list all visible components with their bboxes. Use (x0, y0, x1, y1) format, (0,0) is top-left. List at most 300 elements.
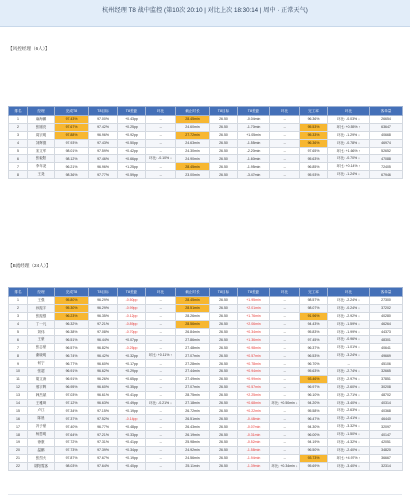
table-cell: -1.55min (238, 139, 270, 147)
table-cell: 王尧 (28, 171, 55, 179)
table-cell: → (270, 383, 300, 391)
table-cell: 26.50 (210, 423, 238, 431)
table-cell: +0.40pp (118, 462, 146, 470)
table-cell: 26.50 (210, 352, 238, 360)
table-cell: → (270, 304, 300, 312)
table-cell: 96.85% (300, 163, 328, 171)
table-cell: 96.70% (300, 360, 328, 368)
table-cell: 7 (9, 163, 28, 171)
table-cell: 1 (9, 297, 28, 305)
table-row[interactable] (9, 415, 403, 423)
table-cell: → (270, 328, 300, 336)
table-cell: 26.84min (176, 328, 210, 336)
table-cell: 环比: +4.97% ↑ (328, 454, 370, 462)
column-header[interactable]: 环比 (328, 288, 370, 297)
table-cell: → (146, 423, 176, 431)
table-cell: → (146, 336, 176, 344)
table-cell: 26.50 (210, 171, 238, 179)
table-cell: +0.92pp (118, 131, 146, 139)
table-cell: 97.12% (55, 399, 89, 407)
table-cell: 98.36% (55, 171, 89, 179)
table-cell: 30208 (370, 383, 403, 391)
table-cell: -0.89pp (118, 320, 146, 328)
column-header[interactable]: 客单量 (370, 107, 403, 116)
table-cell: 27.86min (176, 336, 210, 344)
table-cell: 95.33% (300, 131, 328, 139)
table-cell: 98.07% (300, 304, 328, 312)
column-header[interactable]: 经理 (28, 288, 55, 297)
table-cell: → (146, 383, 176, 391)
table-cell: 26.72min (176, 407, 210, 415)
table-cell: 96.51% (55, 336, 89, 344)
table-cell: → (270, 123, 300, 131)
table-cell: 张振强 (28, 312, 55, 320)
table-cell: 麻海鹏 (28, 116, 55, 124)
table-cell: → (146, 431, 176, 439)
table-cell: 95.30% (55, 304, 89, 312)
table-cell: 11 (9, 375, 28, 383)
table-cell: 22 (9, 462, 28, 470)
table-cell: 环比: +0.11% ↑ (146, 352, 176, 360)
table-cell: 环比: -2.92% ↓ (328, 312, 370, 320)
table-cell: -1.60min (238, 155, 270, 163)
table-cell: 杨思明 (28, 431, 55, 439)
table-cell: 26.43min (176, 423, 210, 431)
table-cell: 95.63% (300, 155, 328, 163)
table-cell: 96.61% (89, 391, 118, 399)
column-header[interactable]: 完工率 (300, 107, 328, 116)
table-cell: 环比: +0.34min ↓ (270, 462, 300, 470)
table-cell: 26.50 (210, 360, 238, 368)
table-cell: 97.40% (55, 423, 89, 431)
table-cell: 27.07min (176, 352, 210, 360)
table-header-row (9, 107, 403, 116)
table-row[interactable] (9, 399, 403, 407)
table-row[interactable] (9, 375, 403, 383)
table-cell: → (146, 163, 176, 171)
column-header[interactable]: 截止时长 (176, 107, 210, 116)
table-header-row (9, 288, 403, 297)
table-cell: +0.43pp (118, 116, 146, 124)
column-header[interactable]: T8差距 (238, 107, 270, 116)
column-header[interactable]: 环比 (328, 107, 370, 116)
table-cell: → (270, 336, 300, 344)
table-cell: 97.03% (55, 391, 89, 399)
table-cell: 何宁 (28, 360, 55, 368)
table-cell: 97.64% (89, 462, 118, 470)
table-cell: 环比: +0.14% ↑ (328, 163, 370, 171)
table-cell: +0.49pp (118, 399, 146, 407)
table-cell: 28.45min (176, 116, 210, 124)
table-cell: 96.57% (55, 344, 89, 352)
table-cell: 3 (9, 312, 28, 320)
table-cell: → (146, 320, 176, 328)
table-cell: 40641 (370, 344, 403, 352)
table-cell: 96.60% (89, 383, 118, 391)
table-cell: +0.65pp (118, 375, 146, 383)
column-header[interactable]: 完成T8 (55, 288, 89, 297)
table-cell: 环比: -2.41% ↓ (328, 415, 370, 423)
table-cell: 98.57% (300, 297, 328, 305)
table-cell: 32665 (370, 368, 403, 376)
column-header[interactable]: T8目标 (89, 288, 118, 297)
column-header[interactable]: T8目标 (210, 107, 238, 116)
table-row[interactable] (9, 171, 403, 179)
table-cell: 63647 (370, 123, 403, 131)
column-header[interactable]: 客单量 (370, 288, 403, 297)
table-cell: 环比: +1.66% ↑ (328, 147, 370, 155)
table-cell: 2 (9, 304, 28, 312)
table-row[interactable] (9, 344, 403, 352)
table-cell: 94.20% (300, 399, 328, 407)
table-cell: 16 (9, 415, 28, 423)
table-cell: 95.53% (300, 123, 328, 131)
table-cell: 97.34% (55, 407, 89, 415)
table-row[interactable] (9, 320, 403, 328)
table-cell: 环比: -0.78% ↓ (328, 139, 370, 147)
table-cell: 40368 (370, 407, 403, 415)
table-cell: 96.10% (300, 391, 328, 399)
table-cell: -0.52min (238, 439, 270, 447)
table-cell: 26.50 (210, 439, 238, 447)
column-header[interactable]: T8目标 (89, 107, 118, 116)
table-cell: 环比: +0.55% ↑ (328, 123, 370, 131)
table-cell: -1.70min (238, 123, 270, 131)
table-cell: 96.74% (55, 352, 89, 360)
table-cell: → (146, 312, 176, 320)
table-cell: -1.95min (238, 163, 270, 171)
table-cell: 20 (9, 446, 28, 454)
table-cell: +0.07pp (118, 336, 146, 344)
table-cell: 环比: -2.97% ↓ (328, 375, 370, 383)
table-cell: 49669 (370, 352, 403, 360)
table-cell: +2.06min (238, 320, 270, 328)
table-cell: 韩杰斌 (28, 391, 55, 399)
table-cell: 12 (9, 383, 28, 391)
table-cell: 26.51min (176, 415, 210, 423)
table-row[interactable] (9, 383, 403, 391)
table-cell: -1.94min (238, 454, 270, 462)
table-cell: 97.67% (55, 123, 89, 131)
table-cell: 宋文军 (28, 147, 55, 155)
column-header[interactable]: T8目标 (210, 288, 238, 297)
column-header[interactable]: 排名 (9, 288, 28, 297)
table-cell: +0.48pp (118, 423, 146, 431)
table-cell: 97.88% (55, 131, 89, 139)
table-cell: 5 (9, 147, 28, 155)
table-cell: → (146, 297, 176, 305)
table-cell: 36667 (370, 454, 403, 462)
table-cell: 27.07min (176, 383, 210, 391)
column-header[interactable]: 环比 (270, 107, 300, 116)
table-cell: -0.70pp (118, 328, 146, 336)
bflow-manager-table (8, 287, 403, 471)
table-cell: 环比: -1.01% ↓ (328, 344, 370, 352)
table-cell: 28.75min (176, 391, 210, 399)
column-header[interactable]: 环比 (146, 288, 176, 297)
table-cell: 26.50 (210, 336, 238, 344)
table-row[interactable] (9, 446, 403, 454)
table-cell: 27.28min (176, 360, 210, 368)
table-cell: 26.50 (210, 375, 238, 383)
table-cell: → (146, 439, 176, 447)
table-cell: 19 (9, 439, 28, 447)
table-cell: 97.46% (89, 155, 118, 163)
table-cell: 95.83% (300, 328, 328, 336)
table-cell: 46264 (370, 320, 403, 328)
table-cell: +0.66pp (118, 155, 146, 163)
table-cell: 97.15% (89, 407, 118, 415)
table-cell: 环比: -0.96% ↓ (328, 336, 370, 344)
table-cell: 40147 (370, 431, 403, 439)
table-cell: 王雅琦 (28, 399, 55, 407)
table-cell: +0.22min (238, 407, 270, 415)
table-cell: 24.56min (176, 454, 210, 462)
table-cell: 24.30min (176, 147, 210, 155)
table-row[interactable] (9, 439, 403, 447)
table-cell: 96.95% (55, 383, 89, 391)
table-cell: 26.50 (210, 163, 238, 171)
section-label-risk: 【风控经理（6人）】 (8, 46, 50, 51)
table-cell: 97.67% (89, 454, 118, 462)
table-cell: 环比: -1.59% ↓ (328, 320, 370, 328)
table-cell: 张志豪 (28, 344, 55, 352)
table-cell: 26.50 (210, 155, 238, 163)
table-cell: 8 (9, 352, 28, 360)
table-row[interactable] (9, 131, 403, 139)
table-cell: +0.34pp (118, 446, 146, 454)
table-row[interactable] (9, 360, 403, 368)
table-cell: 孙振宇 (28, 304, 55, 312)
table-cell: 95.63% (300, 368, 328, 376)
table-cell: → (270, 407, 300, 415)
table-cell: 环比: -2.24% ↓ (328, 297, 370, 305)
column-header[interactable]: 完工率 (300, 288, 328, 297)
table-cell: 环比: -2.40% ↓ (328, 446, 370, 454)
table-cell: 邢宇辉 (28, 383, 55, 391)
table-cell: 97.45% (300, 336, 328, 344)
table-cell: 96.77% (89, 423, 118, 431)
table-cell: -0.14pp (118, 415, 146, 423)
table-row[interactable] (9, 454, 403, 462)
table-cell: +0.17pp (118, 360, 146, 368)
table-row[interactable] (9, 368, 403, 376)
table-cell: 26654 (370, 116, 403, 124)
table-cell: 环比: -2.74% ↓ (328, 368, 370, 376)
table-cell: 6 (9, 155, 28, 163)
table-cell: 96.32% (55, 320, 89, 328)
table-row[interactable] (9, 297, 403, 305)
table-cell: 96.91% (55, 368, 89, 376)
table-row[interactable] (9, 312, 403, 320)
table-row[interactable] (9, 352, 403, 360)
table-cell: 环比: -0.21% ↓ (146, 399, 176, 407)
table-cell: 24.60min (176, 123, 210, 131)
table-cell: 26.19min (176, 431, 210, 439)
table-row[interactable] (9, 155, 403, 163)
table-cell: -2.20min (238, 147, 270, 155)
table-cell: → (270, 344, 300, 352)
table-cell: +0.33pp (118, 431, 146, 439)
column-header[interactable]: 完成T8 (55, 107, 89, 116)
table-cell: 97.08% (89, 328, 118, 336)
table-row[interactable] (9, 462, 403, 470)
table-cell: → (146, 462, 176, 470)
table-cell: 91.96% (300, 312, 328, 320)
table-cell: 37202 (370, 304, 403, 312)
table-row[interactable] (9, 336, 403, 344)
table-cell: 96.42% (89, 352, 118, 360)
table-cell: 25.98min (176, 439, 210, 447)
table-cell: → (146, 360, 176, 368)
table-cell: -0.07min (238, 423, 270, 431)
table-row[interactable] (9, 147, 403, 155)
table-cell: 环比: -0.10% ↓ (146, 155, 176, 163)
table-cell: 刘伟 (28, 328, 55, 336)
table-cell: +1.95min (238, 297, 270, 305)
column-header[interactable]: 经理 (28, 107, 55, 116)
table-cell: 28.45min (176, 163, 210, 171)
table-cell: → (270, 320, 300, 328)
column-header[interactable]: T8差距 (118, 288, 146, 297)
table-cell: → (270, 423, 300, 431)
table-cell: → (146, 391, 176, 399)
section-label-bflow: 【B流经理（24人）】 (8, 263, 51, 268)
table-cell: -0.99pp (118, 304, 146, 312)
table-cell: 3 (9, 131, 28, 139)
table-cell: 94.43% (300, 320, 328, 328)
table-cell: 8 (9, 171, 28, 179)
table-cell: -0.12pp (118, 312, 146, 320)
column-header[interactable]: 环比 (146, 107, 176, 116)
table-cell: 9 (9, 360, 28, 368)
table-cell: 96.62% (89, 368, 118, 376)
table-row[interactable] (9, 304, 403, 312)
table-cell: +0.50pp (118, 139, 146, 147)
table-cell: → (146, 407, 176, 415)
table-cell: → (270, 312, 300, 320)
table-cell: 96.29% (89, 297, 118, 305)
column-header[interactable]: T8差距 (118, 107, 146, 116)
table-cell: 98.03% (55, 462, 89, 470)
table-cell: 97.21% (89, 431, 118, 439)
table-cell: 环比: -0.24% ↓ (328, 304, 370, 312)
table-cell: 46974 (370, 139, 403, 147)
table-cell: 96.53% (300, 352, 328, 360)
table-cell: → (146, 446, 176, 454)
table-row[interactable] (9, 116, 403, 124)
table-cell: → (270, 116, 300, 124)
table-cell: +1.76min (238, 312, 270, 320)
table-row[interactable] (9, 139, 403, 147)
table-cell: 26.50 (210, 415, 238, 423)
table-cell: → (270, 163, 300, 171)
table-cell: 28.51min (176, 304, 210, 312)
table-cell: 32314 (370, 462, 403, 470)
table-cell: 97.42% (89, 123, 118, 131)
column-header[interactable]: 排名 (9, 107, 28, 116)
table-cell: → (270, 131, 300, 139)
table-cell: 26.50 (210, 431, 238, 439)
table-cell: 28.45min (176, 297, 210, 305)
table-cell: +0.25pp (118, 123, 146, 131)
column-header[interactable]: T8差距 (238, 288, 270, 297)
page-header (0, 0, 410, 27)
table-cell: 97.37% (55, 415, 89, 423)
table-cell: 37851 (370, 375, 403, 383)
table-cell: 7 (9, 344, 28, 352)
table-cell: +0.68min (238, 399, 270, 407)
table-row[interactable] (9, 407, 403, 415)
table-cell: -0.25pp (118, 344, 146, 352)
table-cell: 24.90min (176, 155, 210, 163)
table-cell: → (270, 139, 300, 147)
table-cell: 98.12% (55, 155, 89, 163)
table-cell: → (270, 171, 300, 179)
table-cell: 4 (9, 139, 28, 147)
table-cell: +0.42pp (118, 147, 146, 155)
table-cell: → (328, 360, 370, 368)
table-cell: 96.96% (89, 131, 118, 139)
table-cell: 44373 (370, 328, 403, 336)
table-cell: 96.36% (300, 139, 328, 147)
table-cell: 陈晨 (28, 415, 55, 423)
table-cell: 周宗明 (28, 131, 55, 139)
column-header[interactable]: 截止时长 (176, 288, 210, 297)
table-row[interactable] (9, 431, 403, 439)
table-row[interactable] (9, 163, 403, 171)
table-row[interactable] (9, 391, 403, 399)
table-cell: 6 (9, 336, 28, 344)
table-cell: 96.63% (89, 399, 118, 407)
table-row[interactable] (9, 328, 403, 336)
table-cell: 97.59% (89, 147, 118, 155)
table-cell: 94.19% (300, 439, 328, 447)
table-cell: → (270, 446, 300, 454)
table-cell: -1.39min (238, 462, 270, 470)
table-cell: → (146, 415, 176, 423)
table-cell: 96.50% (300, 446, 328, 454)
table-cell: 21 (9, 454, 28, 462)
table-cell: 94.30% (300, 423, 328, 431)
table-cell: +2.01min (238, 304, 270, 312)
table-cell: 28.56min (176, 320, 210, 328)
table-cell: 26.50 (210, 399, 238, 407)
table-cell: 环比: -4.32% ↓ (328, 439, 370, 447)
table-cell: +2.25min (238, 391, 270, 399)
table-cell: 97.21% (89, 320, 118, 328)
table-cell: 27.44min (176, 368, 210, 376)
table-cell: → (270, 415, 300, 423)
table-cell: 95.69% (300, 462, 328, 470)
table-row[interactable] (9, 423, 403, 431)
table-cell: 17 (9, 423, 28, 431)
column-header[interactable]: 环比 (270, 288, 300, 297)
table-cell: 26.50 (210, 454, 238, 462)
table-cell: +0.57min (238, 383, 270, 391)
table-cell: 26.50 (210, 304, 238, 312)
table-cell: → (270, 352, 300, 360)
table-cell: +0.34min (238, 328, 270, 336)
table-cell: +0.41pp (118, 439, 146, 447)
table-cell: 环比: -3.32% ↓ (328, 423, 370, 431)
table-cell: 李年尧 (28, 163, 55, 171)
table-cell: 96.00% (300, 431, 328, 439)
table-row[interactable] (9, 123, 403, 131)
table-cell: 96.26% (89, 375, 118, 383)
table-cell: 胡阳霆客 (28, 462, 55, 470)
table-cell: 40280 (370, 312, 403, 320)
